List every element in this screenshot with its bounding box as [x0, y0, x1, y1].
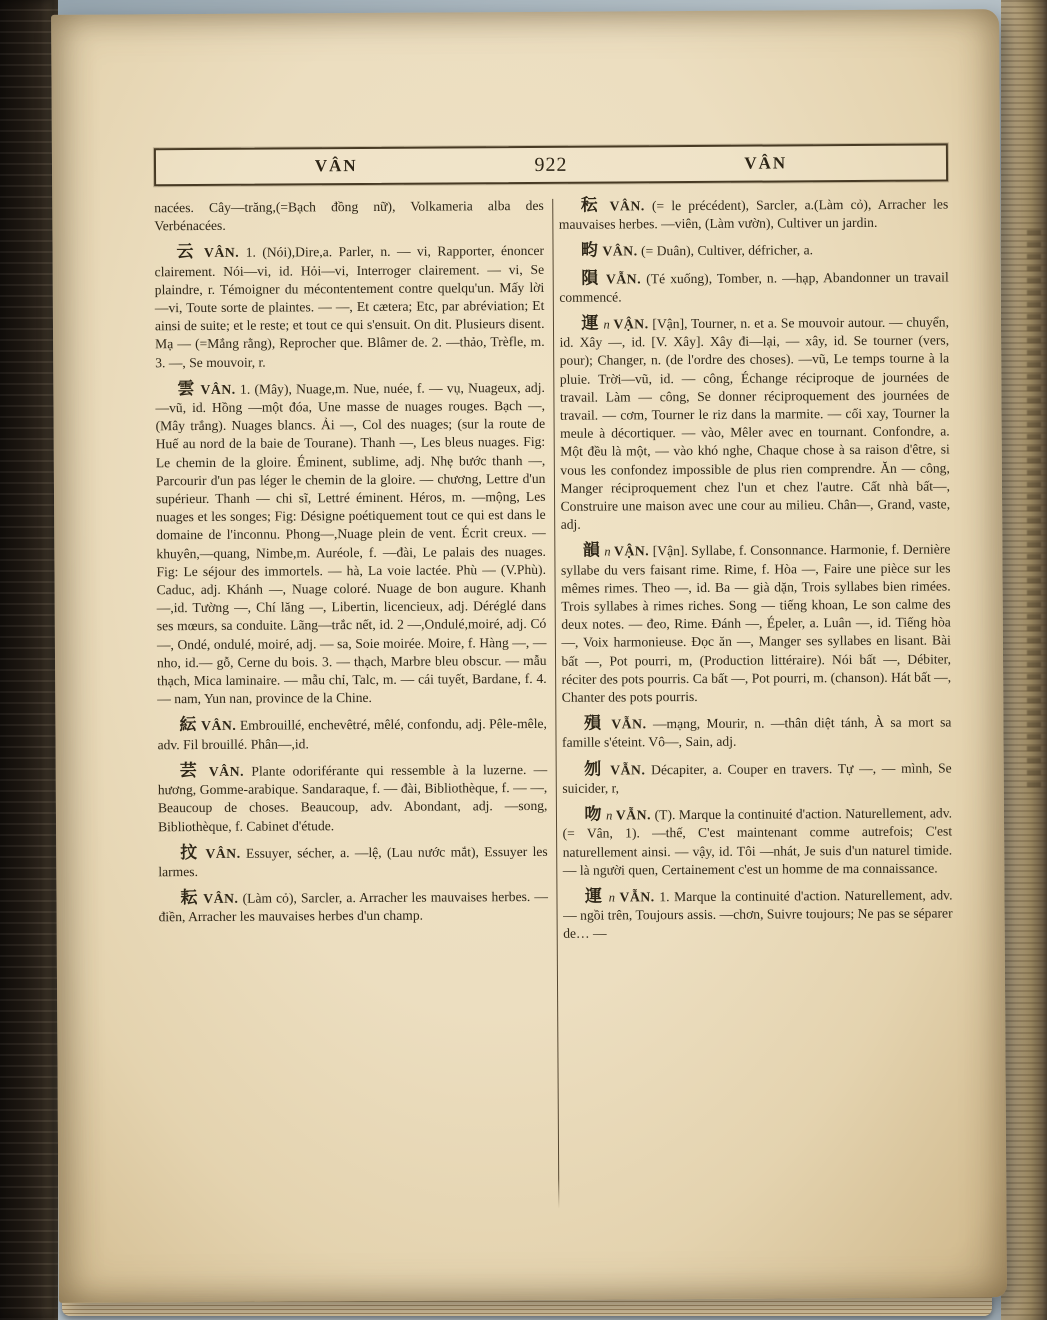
entry-hanzi: 紜: [179, 715, 198, 735]
entry-body: [Vận], Tourner, n. et a. Se mouvoir autour. — chuyển, id. Xây —, id. [V. Xây]. Xây đi—lại, — xây, id. Se tourner (vers, pour); Changer, n. (de l'ordre des choses). —vũ, Le temps tourne à la pluie. Trời—vũ, id. — công, Échange réciproque de journées de travail. Làm — công, Se donner réciproquement des journées de travail. — cơm, Tourner le riz dans la marmite. — cối xay, Tourner la meule à décortiquer. — vào, Mêler avec en tournant. Confondre, a. Một đều là một, — vào khó nghe, Chaque chose à sa raison d'être, si vous les confondez impossible de plus rien comprendre. Ăn — công, Manger réciproquement chez l'un et chez l'autre. Cất nhà bất—, Construire une maison avec une cour au milieu. Chân—, Grand, vaste, adj.: [559, 314, 951, 533]
entry-body: (Làm cỏ), Sarcler, a. Arracher les mauvaises herbes. —điền, Arracher les mauvaises herbes d'un champ.: [158, 888, 549, 925]
dictionary-entry-van-nuage: [155, 378, 547, 709]
entry-headword: VẪN.: [610, 761, 646, 778]
dictionary-entry-van-continuite: [562, 804, 952, 880]
dictionary-entry-van-essuyer: [158, 842, 548, 882]
dictionary-entry-van-tourner: [559, 312, 950, 534]
entry-body: 1. (Nói),Dire,a. Parler, n. — vi, Rapporter, énoncer clairement. Nói—vi, id. Hỏi—vi, Interroger clairement. — vi, Se plaindre, r. Témoigner du mécontentement contre quelqu'un. Mấy lời —vi, Toute sorte de plaintes. — —, Et cætera; Etc, par abréviation; Et ainsi de suite; et le reste; et tout ce qui s'ensuit. On dit. Plusieurs disent. Mạ — (=Mắng rằng), Reprocher que. Blâmer de. 2. —thảo, Trèfle, m. 3. —, Se mouvoir, r.: [154, 243, 545, 370]
entry-body: (T). Marque la continuité d'action. Naturellement, adv. (= Vân, 1). —thế, C'est maintenant comme autrefois; C'est naturellement ainsi. — vậy, id. Tôi —nhát, Je suis d'un naturel timide. — là người quen, Certainement c'est un homme de ma connaissance.: [562, 805, 953, 878]
entry-grammar-mark: n: [604, 544, 611, 559]
entry-hanzi: 畇: [580, 240, 600, 261]
entry-headword: VÂN.: [609, 198, 645, 214]
entry-grammar-mark: n: [603, 317, 610, 332]
entry-body: (= le précédent), Sarcler, a.(Làm cỏ), Arracher les mauvaises herbes. —viên, (Làm vườn), Cultiver un jardin.: [558, 196, 949, 233]
dictionary-entry-van-tomber: [559, 267, 949, 307]
dictionary-entry-van-cultiver: [559, 240, 949, 262]
entry-hanzi: 韻: [582, 541, 601, 561]
entry-body: —mạng, Mourir, n. —thân diệt tánh, À sa mort sa famille s'éteint. Vô—, Sain, adj.: [561, 714, 952, 751]
entry-headword: VẪN.: [619, 889, 655, 905]
dictionary-entry-van-plante: [158, 760, 548, 836]
dictionary-entry-van-sarcler: [158, 887, 548, 927]
left-column: [154, 197, 550, 1211]
entry-hanzi: 刎: [584, 759, 605, 779]
column-divider: [552, 199, 559, 1209]
entry-hanzi: 隕: [581, 268, 601, 288]
entry-body: Essuyer, sécher, a. —lệ, (Lau nước mắt), Essuyer les larmes.: [158, 843, 548, 880]
entry-headword: VẪN.: [615, 807, 652, 823]
entry-headword: VÂN.: [208, 763, 245, 779]
entry-body: [Vận]. Syllabe, f. Consonnance. Harmonie, f. Dernière syllabe du vers faisant rime. Rime, f. Hòa —, Faire une pièce sur les mêmes rimes. Theo —, id. Ba — già dặn, Trois syllabes bien rimées. Trois syllabes à rimes riches. Song — tiếng khoan, Le son calme des deux notes. — đeo, Rime. Đánh —, Épeler, a. Luân —, id. Tiếng hòa —, Voix harmonieuse. Đọc ăn —, Manger ses syllabes en lisant. Bài bất —, Pot pourri, m, (Production littéraire). Nói bất —, Débiter, réciter des pots pourris. Ca bất —, Pot pourri, m. (chanson). Hát bất —, Chanter des pots pourris.: [560, 541, 952, 705]
entry-headword: VẬN.: [613, 543, 650, 559]
text-columns: [52, 181, 1006, 1212]
entry-body: (Té xuống), Tomber, n. —hạp, Abandonner un travail commencé.: [559, 269, 949, 305]
entry-body: Décapiter, a. Couper en travers. Tự —, — mình, Se suicider, r,: [562, 760, 952, 796]
dictionary-entry-van-embrouille: [157, 714, 547, 754]
dictionary-entry-van-syllabe: [561, 540, 951, 707]
entry-body: 1. (Mây), Nuage,m. Nue, nuée, f. — vụ, Nuageux, adj. —vũ, id. Hồng —một đóa, Une masse de nuages rouges. Bạch —,(Mây trắng). Nuages blancs. Ải —, Col des nuages; (sur la route de Huế au nord de la baie de Tourane). Thanh —, Les bleus nuages. Fig: Le chemin de la gloire. Éminent, sublime, adj. Nhẹ bước thanh —, Parcourir d'un pas léger le chemin de la gloire. — chương, Lettre d'un supérieur. Thanh — chi sĩ, Lettré éminent. Héros, m. —mộng, Les nuages et les songes; Fig: Désigne poétiquement tout ce qui est dans le domaine de l'inconnu. Phong—,Nuage plein de vent. Écrit creux. —khuyên,—quang, Nimbe,m. Auréole, f. —đài, Le palais des nuages. Fig: Le séjour des immortels. — hà, La voie lactée. Phù — (V.Phù). Caduc, adj. Khánh —, Nuage coloré. Nuage de bon augure. Khanh—,id. Tường —, Chí lăng —, Libertin, licencieux, adj. Déréglé dans ses mœurs, sa conduite. Lãng—trắc nết, id. 2 —,Ondulé,moiré, adj. Có —, Ondé, ondulé, moiré, adj. — sa, Soie moirée. Moire, f. Hàng —, — nho, id.— gỗ, Cerne du bois. 3. — thạch, Marbre bleu obscur. — mẫu thạch, Mica laminaire. — mẫu chỉ, Talc, m. — cái tuyết, Bardane, f. 4. — nam, Yun nan, province de la Chine.: [155, 379, 547, 707]
page-header: [154, 143, 948, 186]
header-left-word: VÂN: [314, 156, 358, 176]
entry-headword: VÂN.: [200, 381, 236, 397]
dictionary-entry-van-sarcler-2: [559, 194, 949, 234]
dictionary-entry-van-continuite-2: [563, 885, 953, 943]
entry-body: Embrouillé, enchevêtré, mêlé, confondu, adj. Pêle-mêle, adv. Fil brouillé. Phân—,id.: [157, 716, 547, 752]
entry-hanzi: 耘: [180, 888, 200, 908]
next-page-text-hint: [1027, 230, 1041, 790]
entry-hanzi: 芸: [179, 760, 202, 781]
entry-hanzi: 抆: [180, 842, 201, 862]
entry-hanzi: 運: [581, 313, 600, 333]
entry-headword: VÂN.: [201, 718, 237, 734]
entry-hanzi: 云: [176, 242, 198, 262]
entry-headword: VÂN.: [205, 845, 241, 861]
entry-headword: VÂN.: [203, 245, 240, 261]
entry-hanzi: 運: [584, 886, 605, 906]
entry-hanzi: 殞: [583, 713, 605, 733]
entry-continuation: [154, 197, 544, 236]
entry-grammar-mark: n: [606, 808, 613, 823]
page-number: 922: [534, 153, 568, 176]
book-spine: [0, 0, 58, 1320]
header-right-word: VÂN: [744, 153, 788, 173]
entry-body: Plante odoriférante qui ressemble à la luzerne. — hương, Gomme-arabique. Sandaraque, f. — đài, Bibliothèque, f. — —, Beaucoup de choses. Beaucoup, adv. Abondant, adj. —song, Bibliothèque, f. Cabinet d'étude.: [157, 761, 548, 834]
dictionary-entry-van-dire: [154, 241, 544, 372]
entry-headword: VÂN.: [602, 243, 638, 259]
entry-headword: VẪN.: [605, 270, 642, 287]
entry-body: 1. Marque la continuité d'action. Naturellement, adv. — ngồi trên, Toujours assis. —chơn, Suivre toujours; Ne pas se séparer de… —: [563, 887, 953, 942]
dictionary-entry-van-mourir: [562, 713, 952, 753]
right-column: [559, 194, 955, 1208]
entry-headword: VÂN.: [203, 890, 239, 907]
entry-headword: VẬN.: [613, 316, 649, 332]
entry-body: (= Duân), Cultiver, défricher, a.: [641, 242, 814, 259]
entry-hanzi: 吻: [584, 804, 603, 824]
entry-hanzi: 秐: [580, 195, 603, 215]
entry-hanzi: 雲: [177, 378, 197, 398]
dictionary-entry-van-decapiter: [562, 758, 952, 798]
entry-headword: VẪN.: [611, 716, 647, 732]
entry-grammar-mark: n: [608, 890, 616, 905]
book-page: [51, 9, 1007, 1303]
entry-body: nacées. Cây—trăng,(=Bạch đồng nữ), Volkameria alba des Verbénacées.: [154, 197, 544, 234]
